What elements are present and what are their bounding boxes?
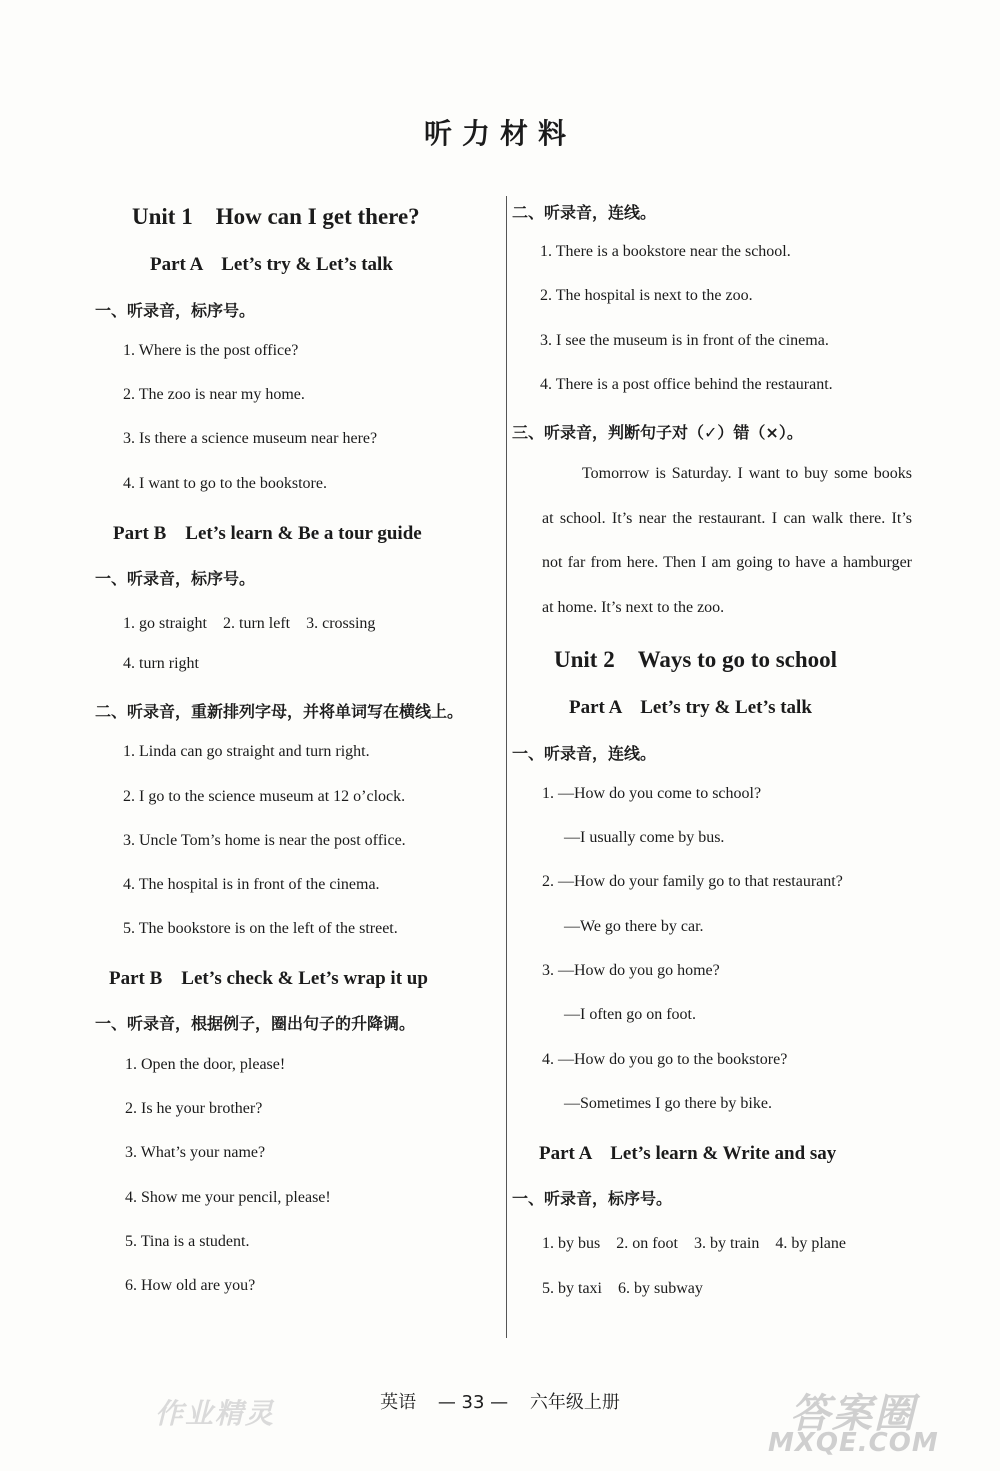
list-item: —We go there by car. bbox=[564, 918, 704, 935]
watermark-logo: 答案圈 bbox=[790, 1391, 916, 1437]
list-item: 2. The zoo is near my home. bbox=[123, 386, 305, 403]
list-item: 3. Is there a science museum near here? bbox=[123, 430, 378, 447]
list-item: 1. There is a bookstore near the school. bbox=[540, 243, 791, 260]
unit2-partA2-title: Part A Let’s learn & Write and say bbox=[539, 1143, 837, 1164]
unit1-partB2-title: Part B Let’s check & Let’s wrap it up bbox=[109, 968, 428, 989]
list-item: 5. by taxi 6. by subway bbox=[542, 1280, 703, 1297]
list-item: 4. There is a post office behind the restaurant. bbox=[540, 376, 833, 393]
list-item: 1. Where is the post office? bbox=[123, 342, 299, 359]
list-item: 3. Uncle Tom’s home is near the post office. bbox=[123, 832, 406, 849]
column-divider bbox=[506, 196, 507, 1338]
unit1-title: Unit 1 How can I get there? bbox=[132, 204, 420, 229]
list-item: 1. go straight 2. turn left 3. crossing bbox=[123, 615, 376, 632]
list-item: 5. The bookstore is on the left of the street. bbox=[123, 920, 398, 937]
list-item: 1. Open the door, please! bbox=[125, 1056, 286, 1073]
list-item: 3. What’s your name? bbox=[125, 1144, 266, 1161]
right-task2: 二、听录音，连线。 bbox=[512, 203, 657, 222]
unit2-partA-title: Part A Let’s try & Let’s talk bbox=[569, 697, 812, 718]
unit1-partB2-task1: 一、听录音，根据例子，圈出句子的升降调。 bbox=[95, 1014, 416, 1033]
list-item: —I often go on foot. bbox=[564, 1006, 696, 1023]
right-task3: 三、听录音，判断句子对（✓）错（×）。 bbox=[512, 423, 803, 442]
list-item: 4. I want to go to the bookstore. bbox=[123, 475, 327, 492]
unit2-title: Unit 2 Ways to go to school bbox=[554, 647, 838, 672]
list-item: —I usually come by bus. bbox=[564, 829, 725, 846]
footer-page-number: — 33 — bbox=[437, 1392, 509, 1413]
list-item: —Sometimes I go there by bike. bbox=[564, 1095, 772, 1112]
list-item: 1. —How do you come to school? bbox=[542, 785, 762, 802]
unit1-partB1-title: Part B Let’s learn & Be a tour guide bbox=[113, 523, 422, 544]
list-item: 5. Tina is a student. bbox=[125, 1233, 250, 1250]
list-item: 2. —How do your family go to that restaurant? bbox=[542, 873, 843, 890]
list-item: 4. Show me your pencil, please! bbox=[125, 1189, 331, 1206]
unit1-partA-task1: 一、听录音，标序号。 bbox=[95, 301, 256, 320]
unit1-partB1-task1: 一、听录音，标序号。 bbox=[95, 569, 256, 588]
list-item: 6. How old are you? bbox=[125, 1277, 256, 1294]
list-item: 3. —How do you go home? bbox=[542, 962, 720, 979]
footer-subject: 英语 bbox=[380, 1392, 417, 1413]
unit2-task1: 一、听录音，连线。 bbox=[512, 744, 657, 763]
footer-grade: 六年级上册 bbox=[529, 1392, 620, 1413]
list-item: 2. I go to the science museum at 12 o’clock. bbox=[123, 788, 406, 805]
list-item: 4. —How do you go to the bookstore? bbox=[542, 1051, 788, 1068]
unit2-task2: 一、听录音，标序号。 bbox=[512, 1189, 673, 1208]
unit1-partB1-task2: 二、听录音，重新排列字母，并将单词写在横线上。 bbox=[95, 702, 464, 721]
watermark-url: MXQE.COM bbox=[768, 1428, 939, 1458]
list-item: 1. Linda can go straight and turn right. bbox=[123, 743, 370, 760]
list-item: 3. I see the museum is in front of the cinema. bbox=[540, 332, 829, 349]
list-item: 4. turn right bbox=[123, 655, 199, 672]
list-item: 4. The hospital is in front of the cinema. bbox=[123, 876, 380, 893]
list-item: 2. Is he your brother? bbox=[125, 1100, 263, 1117]
unit1-partA-title: Part A Let’s try & Let’s talk bbox=[150, 254, 393, 275]
list-item: 1. by bus 2. on foot 3. by train 4. by plane bbox=[542, 1235, 846, 1252]
task3-paragraph: Tomorrow is Saturday. I want to buy some books at school. It’s near the restaurant. I can walk there. It’s not far from here. Then I am going to have a hamburger at home. It’s next to the zoo. bbox=[542, 465, 912, 616]
list-item: 2. The hospital is next to the zoo. bbox=[540, 287, 753, 304]
page-title: 听力材料 bbox=[423, 117, 576, 150]
watermark-small: 作业精灵 bbox=[155, 1397, 276, 1430]
